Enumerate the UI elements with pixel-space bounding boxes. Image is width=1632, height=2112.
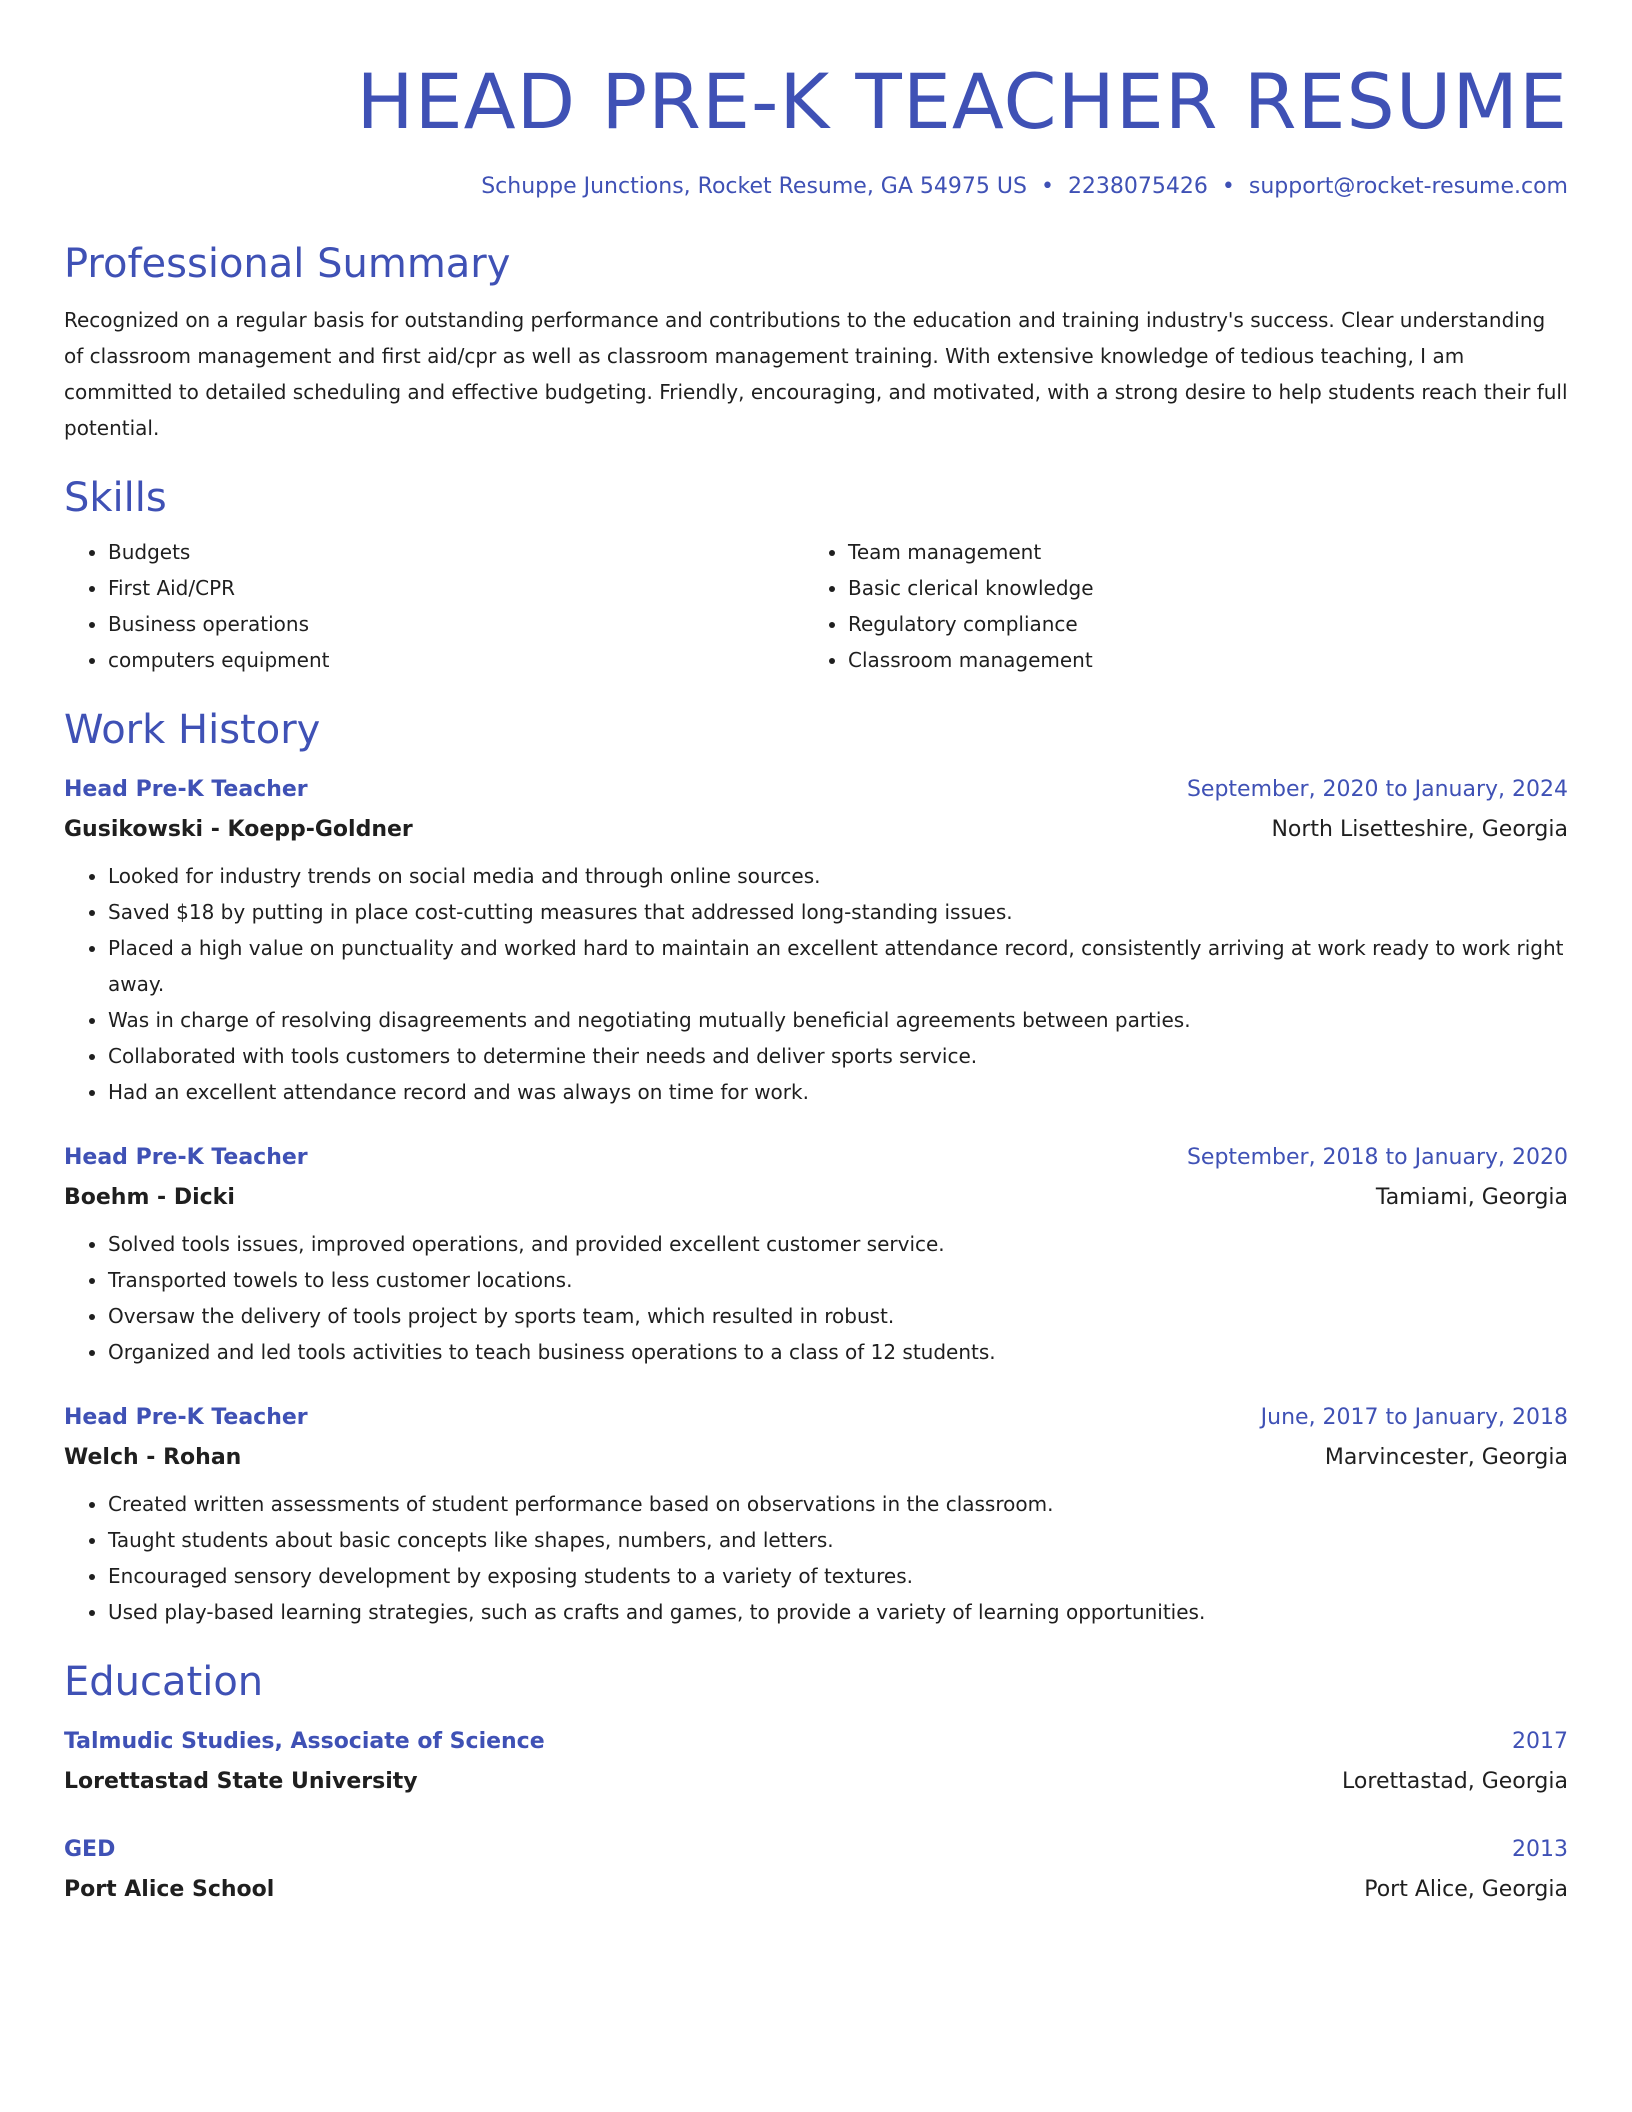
education-school: Lorettastad State University: [64, 1769, 418, 1794]
job-duties: [64, 1226, 1568, 1370]
contact-separator: •: [1221, 174, 1235, 199]
education-heading: Education: [64, 1659, 264, 1705]
job-duties: [64, 1486, 1568, 1630]
contact-address: Schuppe Junctions, Rocket Resume, GA 54975 US: [481, 174, 1027, 199]
job-location: Tamiami, Georgia: [1375, 1185, 1568, 1210]
job-company: Welch - Rohan: [64, 1445, 242, 1470]
contact-email: support@rocket-resume.com: [1248, 174, 1568, 199]
contact-line: [64, 172, 1568, 202]
skill-item: • Team management: [848, 534, 1544, 570]
duty-item: • Taught students about basic concepts like shapes, numbers, and letters.: [108, 1522, 1568, 1558]
job-duties: [64, 858, 1568, 1110]
job-role: Head Pre-K Teacher: [64, 777, 308, 802]
duty-item: • Oversaw the delivery of tools project by sports team, which resulted in robust.: [108, 1298, 1568, 1334]
duty-item: • Created written assessments of student performance based on observations in the classroom.: [108, 1486, 1568, 1522]
job-role: Head Pre-K Teacher: [64, 1145, 308, 1170]
education-year: 2017: [1512, 1729, 1568, 1754]
resume-title: HEAD PRE-K TEACHER RESUME: [356, 57, 1568, 146]
duty-item: • Had an excellent attendance record and was always on time for work.: [108, 1074, 1568, 1110]
summary-heading: Professional Summary: [64, 241, 511, 287]
summary-text: Recognized on a regular basis for outstanding performance and contributions to the education and training industry's success. Clear understanding of classroom management and first aid/cpr as well as classroom management training. With extensive knowledge of tedious teaching, I am committed to detailed scheduling and effective budgeting. Friendly, encouraging, and motivated, with a strong desire to help students reach their full potential.: [64, 308, 1568, 440]
skill-item: • computers equipment: [108, 642, 804, 678]
duty-item: • Saved $18 by putting in place cost-cutting measures that addressed long-standing issues.: [108, 894, 1568, 930]
resume-header: [64, 50, 1568, 202]
education-location: Lorettastad, Georgia: [1342, 1769, 1568, 1794]
job-entry: [64, 1138, 1568, 1370]
job-company: Gusikowski - Koepp-Goldner: [64, 817, 413, 842]
job-dates: September, 2020 to January, 2024: [1186, 777, 1568, 802]
duty-item: • Looked for industry trends on social media and through online sources.: [108, 858, 1568, 894]
skill-item: • Budgets: [108, 534, 804, 570]
skills-list: [64, 534, 1568, 678]
job-location: North Lisetteshire, Georgia: [1271, 817, 1568, 842]
duty-item: • Placed a high value on punctuality and worked hard to maintain an excellent attendance record, consistently arriving at work ready to work right away.: [108, 930, 1568, 1002]
skills-column-left: [64, 534, 804, 678]
job-dates: September, 2018 to January, 2020: [1186, 1145, 1568, 1170]
duty-item: • Encouraged sensory development by exposing students to a variety of textures.: [108, 1558, 1568, 1594]
skill-item: • Regulatory compliance: [848, 606, 1544, 642]
work-history-heading: Work History: [64, 707, 321, 753]
job-entry: [64, 770, 1568, 1110]
education-location: Port Alice, Georgia: [1364, 1877, 1568, 1902]
duty-item: • Collaborated with tools customers to determine their needs and deliver sports service.: [108, 1038, 1568, 1074]
skill-item: • Basic clerical knowledge: [848, 570, 1544, 606]
job-company: Boehm - Dicki: [64, 1185, 235, 1210]
education-entry: [64, 1830, 1568, 1910]
education-school: Port Alice School: [64, 1877, 275, 1902]
education-entry: [64, 1722, 1568, 1802]
job-entry: [64, 1398, 1568, 1630]
contact-separator: •: [1040, 174, 1054, 199]
duty-item: • Solved tools issues, improved operations, and provided excellent customer service.: [108, 1226, 1568, 1262]
duty-item: • Was in charge of resolving disagreements and negotiating mutually beneficial agreements between parties.: [108, 1002, 1568, 1038]
skill-item: • Classroom management: [848, 642, 1544, 678]
job-location: Marvincester, Georgia: [1324, 1445, 1568, 1470]
education-degree: GED: [64, 1837, 116, 1862]
skills-heading: Skills: [64, 475, 167, 521]
education-degree: Talmudic Studies, Associate of Science: [64, 1729, 545, 1754]
education-year: 2013: [1512, 1837, 1568, 1862]
skill-item: • Business operations: [108, 606, 804, 642]
job-dates: June, 2017 to January, 2018: [1260, 1405, 1568, 1430]
contact-phone: 2238075426: [1067, 174, 1208, 199]
skills-column-right: [804, 534, 1544, 678]
duty-item: • Used play-based learning strategies, such as crafts and games, to provide a variety of learning opportunities.: [108, 1594, 1568, 1630]
duty-item: • Transported towels to less customer locations.: [108, 1262, 1568, 1298]
job-role: Head Pre-K Teacher: [64, 1405, 308, 1430]
duty-item: • Organized and led tools activities to teach business operations to a class of 12 students.: [108, 1334, 1568, 1370]
skill-item: • First Aid/CPR: [108, 570, 804, 606]
